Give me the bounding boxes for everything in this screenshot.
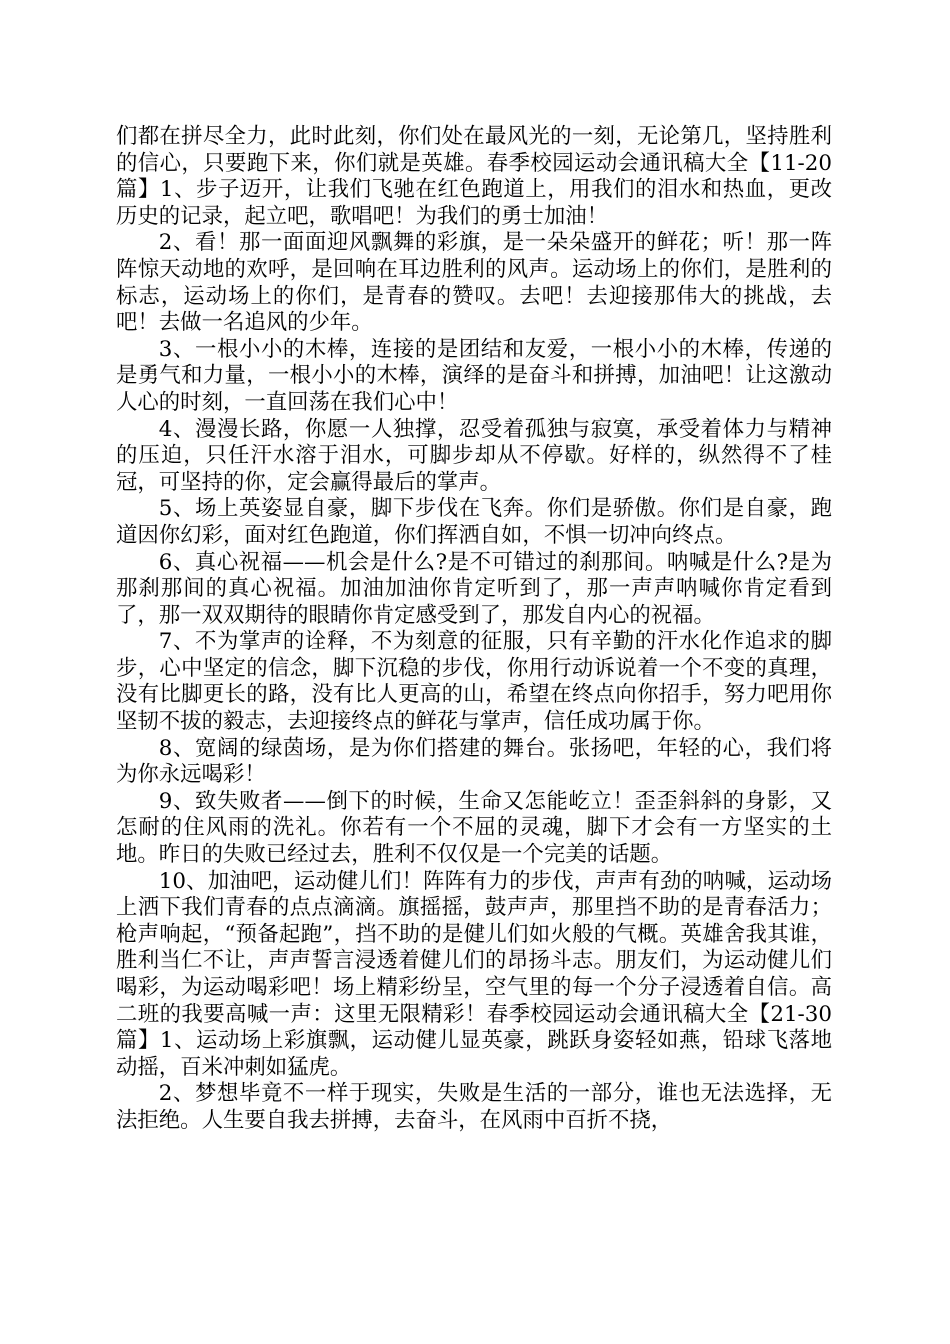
paragraph-11: 2、梦想毕竟不一样于现实，失败是生活的一部分，谁也无法选择，无法拒绝。人生要自我去拼搏，去奋斗，在风雨中百折不挠，	[116, 1081, 832, 1133]
paragraph-7: 7、不为掌声的诠释，不为刻意的征服，只有辛勤的汗水化作追求的脚步，心中坚定的信念，脚下沉稳的步伐，你用行动诉说着一个不变的真理，没有比脚更长的路，没有比人更高的山，希望在终点向你招手，努力吧用你坚韧不拔的毅志，去迎接终点的鲜花与掌声，信任成功属于你。	[116, 629, 832, 735]
paragraph-2: 2、看！那一面面迎风飘舞的彩旗，是一朵朵盛开的鲜花；听！那一阵阵惊天动地的欢呼，是回响在耳边胜利的风声。运动场上的你们，是胜利的标志，运动场上的你们，是青春的赞叹。去吧！去迎接那伟大的挑战，去吧！去做一名追风的少年。	[116, 230, 832, 336]
paragraph-10: 10、加油吧，运动健儿们！阵阵有力的步伐，声声有劲的呐喊，运动场上洒下我们青春的点点滴滴。旗摇摇，鼓声声，那里挡不助的是青春活力；枪声响起，“预备起跑”，挡不助的是健儿们如火般的气概。英雄舍我其谁，胜利当仁不让，声声誓言浸透着健儿们的昂扬斗志。朋友们，为运动健儿们喝彩，为运动喝彩吧！场上精彩纷呈，空气里的每一个分子浸透着自信。高二班的我要高喊一声：这里无限精彩！春季校园运动会通讯稿大全【21-30篇】1、运动场上彩旗飘，运动健儿显英豪，跳跃身姿轻如燕，铅球飞落地动摇，百米冲刺如猛虎。	[116, 868, 832, 1080]
paragraph-5: 5、场上英姿显自豪，脚下步伐在飞奔。你们是骄傲。你们是自豪，跑道因你幻彩，面对红色跑道，你们挥洒自如，不惧一切冲向终点。	[116, 496, 832, 548]
paragraph-8: 8、宽阔的绿茵场，是为你们搭建的舞台。张扬吧，年轻的心，我们将为你永远喝彩！	[116, 735, 832, 788]
paragraph-1: 们都在拼尽全力，此时此刻，你们处在最风光的一刻，无论第几，坚持胜利的信心，只要跑下来，你们就是英雄。春季校园运动会通讯稿大全【11-20篇】1、步子迈开，让我们飞驰在红色跑道上，用我们的泪水和热血，更改历史的记录，起立吧，歌唱吧！为我们的勇士加油！	[116, 124, 832, 229]
paragraph-3: 3、一根小小的木棒，连接的是团结和友爱，一根小小的木棒，传递的是勇气和力量，一根小小的木棒，演绎的是奋斗和拼搏，加油吧！让这激动人心的时刻，一直回荡在我们心中！	[116, 336, 832, 415]
document-page	[116, 124, 832, 1135]
paragraph-6: 6、真心祝福——机会是什么?是不可错过的刹那间。呐喊是什么?是为那刹那间的真心祝福。加油加油你肯定听到了，那一声声呐喊你肯定看到了，那一双双期待的眼睛你肯定感受到了，那发自内心的祝福。	[116, 549, 832, 628]
paragraph-4: 4、漫漫长路，你愿一人独撑，忍受着孤独与寂寞，承受着体力与精神的压迫，只任汗水溶于泪水，可脚步却从不停歇。好样的，纵然得不了桂冠，可坚持的你，定会赢得最后的掌声。	[116, 416, 832, 495]
paragraph-9: 9、致失败者——倒下的时候，生命又怎能屹立！歪歪斜斜的身影，又怎耐的住风雨的洗礼。你若有一个不屈的灵魂，脚下才会有一方坚实的土地。昨日的失败已经过去，胜利不仅仅是一个完美的话题。	[116, 788, 832, 868]
